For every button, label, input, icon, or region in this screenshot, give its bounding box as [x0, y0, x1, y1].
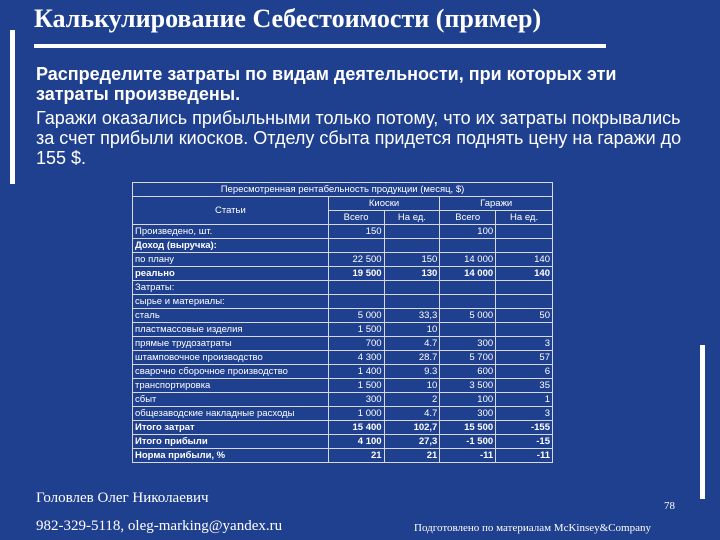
row-label: пластмассовые изделия [133, 323, 329, 337]
garages-per-unit-cell: 35 [496, 379, 553, 393]
garages-total-cell: 14 000 [440, 267, 496, 281]
kiosks-per-unit-cell [384, 239, 440, 253]
kiosks-total-cell: 1 500 [328, 379, 384, 393]
footer-credit: Подготовлено по материалам McKinsey&Company [414, 522, 651, 534]
profitability-table-wrap [132, 182, 553, 480]
kiosks-per-unit-cell: 102,7 [384, 421, 440, 435]
row-label: сырье и материалы: [133, 295, 329, 309]
table-row [133, 281, 553, 295]
kiosks-per-unit-cell [384, 295, 440, 309]
row-label: прямые трудозатраты [133, 337, 329, 351]
garages-per-unit-cell: -15 [496, 435, 553, 449]
kiosks-per-unit-cell: 28.7 [384, 351, 440, 365]
garages-per-unit-cell [496, 225, 553, 239]
garages-total-cell: 14 000 [440, 253, 496, 267]
table-row [133, 323, 553, 337]
kiosks-total-cell: 19 500 [328, 267, 384, 281]
kiosks-per-unit-cell: 2 [384, 393, 440, 407]
garages-per-unit-cell: 140 [496, 253, 553, 267]
kiosks-total-cell [328, 295, 384, 309]
row-label: Произведено, шт. [133, 225, 329, 239]
col-group-kiosks: Киоски [328, 197, 440, 211]
table-row [133, 407, 553, 421]
table-title: Пересмотренная рентабельность продукции (месяц, $) [133, 183, 553, 197]
garages-per-unit-cell: -155 [496, 421, 553, 435]
table-row [133, 267, 553, 281]
col-header-items: Статьи [133, 197, 329, 225]
garages-total-cell: 600 [440, 365, 496, 379]
table-row [133, 309, 553, 323]
garages-total-cell [440, 239, 496, 253]
kiosks-total-cell: 700 [328, 337, 384, 351]
garages-total-cell: 300 [440, 337, 496, 351]
garages-per-unit-cell: 140 [496, 267, 553, 281]
left-accent-bar [10, 30, 15, 184]
garages-per-unit-cell: 50 [496, 309, 553, 323]
row-label: по плану [133, 253, 329, 267]
row-label: Затраты: [133, 281, 329, 295]
garages-total-cell: 300 [440, 407, 496, 421]
row-label: общезаводские накладные расходы [133, 407, 329, 421]
row-label: сбыт [133, 393, 329, 407]
row-label: штамповочное производство [133, 351, 329, 365]
table-row [133, 421, 553, 435]
table-row [133, 351, 553, 365]
garages-total-cell [440, 323, 496, 337]
col-header-garages-total: Всего [440, 211, 496, 225]
row-label: сталь [133, 309, 329, 323]
garages-total-cell: 3 500 [440, 379, 496, 393]
garages-total-cell [440, 295, 496, 309]
garages-total-cell [440, 281, 496, 295]
kiosks-total-cell: 15 400 [328, 421, 384, 435]
row-label: Норма прибыли, % [133, 449, 329, 463]
kiosks-total-cell: 21 [328, 449, 384, 463]
page-number: 78 [664, 500, 675, 512]
row-label: сварочно сборочное производство [133, 365, 329, 379]
footer-contact: 982-329-5118, oleg-marking@yandex.ru [36, 518, 283, 534]
kiosks-total-cell: 1 500 [328, 323, 384, 337]
garages-per-unit-cell: 3 [496, 337, 553, 351]
table-row [133, 295, 553, 309]
kiosks-total-cell: 1 000 [328, 407, 384, 421]
kiosks-per-unit-cell: 21 [384, 449, 440, 463]
kiosks-per-unit-cell: 27,3 [384, 435, 440, 449]
kiosks-total-cell: 300 [328, 393, 384, 407]
garages-per-unit-cell: 6 [496, 365, 553, 379]
garages-per-unit-cell: 1 [496, 393, 553, 407]
garages-total-cell: -1 500 [440, 435, 496, 449]
kiosks-total-cell: 150 [328, 225, 384, 239]
row-label: Итого затрат [133, 421, 329, 435]
kiosks-total-cell: 1 400 [328, 365, 384, 379]
kiosks-total-cell: 5 000 [328, 309, 384, 323]
footer-author: Головлев Олег Николаевич [36, 490, 209, 506]
garages-total-cell: 5 000 [440, 309, 496, 323]
table-row [133, 253, 553, 267]
kiosks-total-cell: 22 500 [328, 253, 384, 267]
col-header-kiosks-per-unit: На ед. [384, 211, 440, 225]
garages-per-unit-cell [496, 295, 553, 309]
kiosks-per-unit-cell: 130 [384, 267, 440, 281]
table-row [133, 379, 553, 393]
kiosks-per-unit-cell: 10 [384, 323, 440, 337]
table-row [133, 393, 553, 407]
slide-body [36, 64, 686, 168]
garages-per-unit-cell: 3 [496, 407, 553, 421]
col-header-garages-per-unit: На ед. [496, 211, 553, 225]
garages-total-cell: -11 [440, 449, 496, 463]
row-label: Доход (выручка): [133, 239, 329, 253]
kiosks-per-unit-cell: 4.7 [384, 407, 440, 421]
garages-per-unit-cell [496, 239, 553, 253]
garages-per-unit-cell: 57 [496, 351, 553, 365]
row-label: реально [133, 267, 329, 281]
col-group-garages: Гаражи [440, 197, 553, 211]
row-label: Итого прибыли [133, 435, 329, 449]
table-row [133, 337, 553, 351]
kiosks-total-cell: 4 300 [328, 351, 384, 365]
garages-total-cell: 5 700 [440, 351, 496, 365]
body-normal-text: Гаражи оказались прибыльными только потому, что их затраты покрывались за счет прибыли киосков. Отделу сбыта придется поднять цену на гаражи до 155 $. [36, 108, 682, 168]
table-row [133, 225, 553, 239]
table-body [133, 225, 553, 463]
kiosks-per-unit-cell: 150 [384, 253, 440, 267]
title-underline [34, 44, 606, 48]
col-header-kiosks-total: Всего [328, 211, 384, 225]
garages-total-cell: 100 [440, 225, 496, 239]
table-row [133, 239, 553, 253]
kiosks-total-cell [328, 281, 384, 295]
garages-per-unit-cell [496, 323, 553, 337]
profitability-table [132, 182, 553, 463]
garages-per-unit-cell [496, 281, 553, 295]
garages-total-cell: 15 500 [440, 421, 496, 435]
garages-total-cell: 100 [440, 393, 496, 407]
kiosks-per-unit-cell [384, 225, 440, 239]
kiosks-total-cell: 4 100 [328, 435, 384, 449]
table-row [133, 365, 553, 379]
slide-title: Калькулирование Себестоимости (пример) [34, 4, 542, 33]
right-accent-bar [700, 345, 705, 499]
kiosks-per-unit-cell: 10 [384, 379, 440, 393]
row-label: транспортировка [133, 379, 329, 393]
kiosks-per-unit-cell: 9.3 [384, 365, 440, 379]
kiosks-per-unit-cell: 33,3 [384, 309, 440, 323]
table-row [133, 435, 553, 449]
body-bold-text: Распределите затраты по видам деятельности, при которых эти затраты произведены. [36, 64, 617, 104]
kiosks-per-unit-cell [384, 281, 440, 295]
kiosks-total-cell [328, 239, 384, 253]
table-row [133, 449, 553, 463]
kiosks-per-unit-cell: 4.7 [384, 337, 440, 351]
garages-per-unit-cell: -11 [496, 449, 553, 463]
